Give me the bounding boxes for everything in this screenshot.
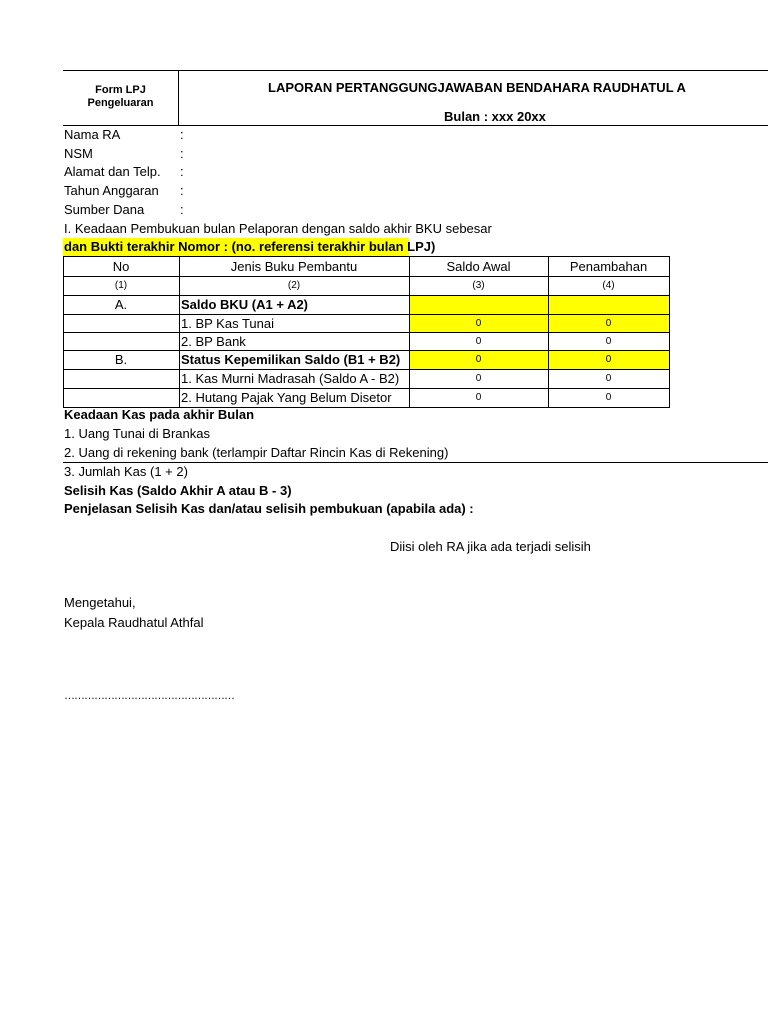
table-header-jenis: Jenis Buku Pembantu bbox=[230, 258, 358, 274]
identity-label-alamat: Alamat dan Telp. bbox=[64, 164, 161, 179]
identity-label-nsm: NSM bbox=[64, 146, 93, 161]
table-row-jenis: 2. BP Bank bbox=[181, 333, 246, 349]
table-header-no: No bbox=[112, 258, 130, 274]
table-row-jenis: 2. Hutang Pajak Yang Belum Disetor bbox=[181, 390, 392, 405]
table-rule bbox=[63, 256, 64, 408]
table-row-penambahan: 0 bbox=[605, 373, 612, 384]
kas-item-tunai: 1. Uang Tunai di Brankas bbox=[64, 426, 210, 441]
table-rule bbox=[548, 256, 549, 408]
kas-total-rule bbox=[63, 462, 768, 463]
table-rule bbox=[63, 276, 670, 277]
table-rule bbox=[63, 369, 670, 370]
table-rule bbox=[63, 388, 670, 389]
identity-sep: : bbox=[180, 202, 184, 217]
identity-sep: : bbox=[180, 183, 184, 198]
table-rule bbox=[63, 332, 670, 333]
table-rule bbox=[63, 295, 670, 296]
table-row-penambahan: 0 bbox=[605, 392, 612, 403]
signature-mengetahui: Mengetahui, bbox=[64, 595, 136, 610]
table-row-no bbox=[63, 388, 179, 407]
table-colnum: (4) bbox=[602, 280, 615, 291]
table-row-saldo-awal: 0 bbox=[475, 392, 482, 403]
section1-line2-highlight: dan Bukti terakhir Nomor : (no. referensi terakhir bulan LPJ) bbox=[64, 239, 436, 254]
header-divider bbox=[178, 70, 179, 126]
form-label-line1: Form LPJ bbox=[95, 84, 146, 96]
kas-selisih: Selisih Kas (Saldo Akhir A atau B - 3) bbox=[64, 483, 292, 498]
report-title: LAPORAN PERTANGGUNGJAWABAN BENDAHARA RAUDHATUL A bbox=[268, 80, 686, 95]
table-colnum: (2) bbox=[287, 280, 301, 291]
table-row-jenis: Saldo BKU (A1 + A2) bbox=[181, 297, 309, 312]
table-row-no bbox=[63, 332, 179, 350]
identity-sep: : bbox=[180, 127, 184, 142]
table-row-jenis: Status Kepemilikan Saldo (B1 + B2) bbox=[181, 352, 401, 367]
table-rule bbox=[179, 256, 180, 408]
table-row-saldo-awal bbox=[409, 295, 548, 314]
table-rule bbox=[409, 256, 410, 408]
identity-sep: : bbox=[180, 164, 184, 179]
table-row-no bbox=[63, 369, 179, 388]
identity-label-tahun: Tahun Anggaran bbox=[64, 183, 159, 198]
table-row-jenis: 1. Kas Murni Madrasah (Saldo A - B2) bbox=[181, 371, 400, 386]
header-top-rule bbox=[63, 70, 768, 71]
table-colnum: (3) bbox=[472, 280, 485, 291]
header-bottom-rule bbox=[63, 125, 768, 126]
identity-sep: : bbox=[180, 146, 184, 161]
kas-heading: Keadaan Kas pada akhir Bulan bbox=[64, 407, 255, 422]
kas-penjelasan: Penjelasan Selisih Kas dan/atau selisih pembukuan (apabila ada) : bbox=[64, 501, 474, 516]
table-row-penambahan: 0 bbox=[548, 350, 669, 369]
table-row-penambahan: 0 bbox=[605, 335, 612, 347]
kas-item-jumlah: 3. Jumlah Kas (1 + 2) bbox=[64, 464, 188, 479]
section1-line1: I. Keadaan Pembukuan bulan Pelaporan dengan saldo akhir BKU sebesar bbox=[64, 221, 492, 236]
table-row-no: B. bbox=[114, 352, 128, 367]
form-label-line2: Pengeluaran bbox=[87, 97, 154, 109]
table-header-saldo-awal: Saldo Awal bbox=[446, 258, 511, 274]
table-row-jenis: 1. BP Kas Tunai bbox=[181, 315, 274, 331]
signature-title: Kepala Raudhatul Athfal bbox=[64, 615, 204, 630]
table-row-saldo-awal: 0 bbox=[409, 314, 548, 332]
table-rule bbox=[669, 256, 670, 408]
table-colnum: (1) bbox=[114, 280, 128, 291]
identity-label-sumber: Sumber Dana bbox=[64, 202, 145, 217]
table-row-no bbox=[63, 314, 179, 332]
table-rule bbox=[63, 350, 670, 351]
signature-dotted-line: …………………………………………… bbox=[64, 690, 234, 702]
table-row-no: A. bbox=[114, 297, 128, 312]
table-header-penambahan: Penambahan bbox=[569, 258, 648, 274]
identity-label-nama-ra: Nama RA bbox=[64, 127, 121, 142]
report-period: Bulan : xxx 20xx bbox=[444, 109, 546, 124]
table-rule bbox=[63, 256, 670, 257]
table-row-saldo-awal: 0 bbox=[409, 350, 548, 369]
table-row-saldo-awal: 0 bbox=[475, 335, 482, 347]
kas-note: Diisi oleh RA jika ada terjadi selisih bbox=[390, 539, 591, 554]
table-row-penambahan: 0 bbox=[548, 314, 669, 332]
kas-item-rekening: 2. Uang di rekening bank (terlampir Daftar Rincin Kas di Rekening) bbox=[64, 445, 449, 460]
table-row-penambahan bbox=[548, 295, 669, 314]
table-rule bbox=[63, 314, 670, 315]
table-row-saldo-awal: 0 bbox=[475, 373, 482, 384]
